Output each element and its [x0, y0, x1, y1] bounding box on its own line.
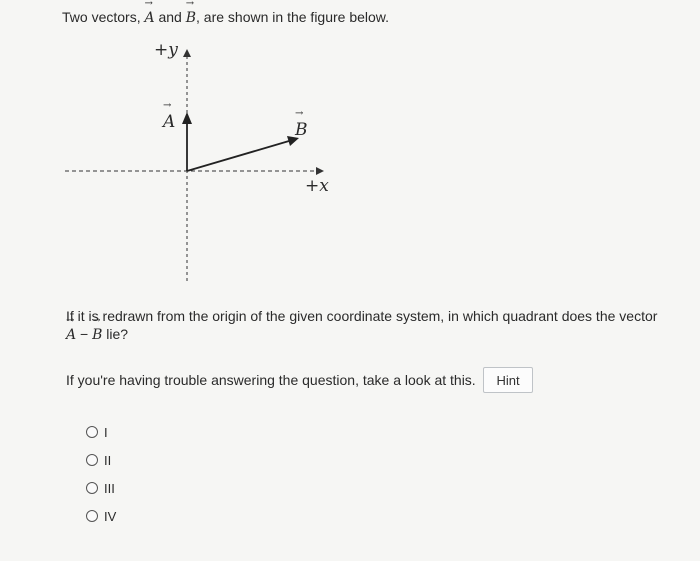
- vector-b-symbol: → B: [186, 10, 196, 26]
- option-i[interactable]: [86, 423, 108, 441]
- option-iii-label: III: [104, 480, 115, 496]
- vector-a-arrowhead: [182, 112, 192, 124]
- option-ii-label: II: [104, 452, 112, 468]
- question-minus: −: [76, 325, 93, 342]
- option-ii[interactable]: [86, 451, 111, 469]
- option-iv[interactable]: [86, 507, 116, 525]
- y-axis-label: +y: [154, 40, 178, 60]
- question-body: If it is redrawn from the origin of the given coordinate system, in which quadrant does the vector: [66, 308, 658, 324]
- vector-b-label: → B: [295, 120, 308, 140]
- intro-middle: and: [154, 9, 186, 25]
- vector-a-label: → A: [163, 112, 175, 132]
- vector-b-arrow: [187, 141, 289, 171]
- hint-prompt: If you're having trouble answering the question, take a look at this.: [66, 372, 476, 388]
- radio-option-i[interactable]: [86, 426, 98, 438]
- vector-figure: [0, 30, 700, 290]
- x-axis-label: +x: [305, 176, 329, 196]
- y-axis-arrowhead: [183, 49, 191, 57]
- x-axis-arrowhead: [316, 167, 324, 175]
- vector-a-symbol: → A: [144, 10, 154, 26]
- intro-suffix: , are shown in the figure below.: [196, 9, 390, 25]
- option-iii[interactable]: [86, 479, 115, 497]
- intro-prefix: Two vectors,: [62, 9, 145, 25]
- radio-option-iii[interactable]: [86, 482, 98, 494]
- question-tail: lie?: [102, 325, 129, 342]
- option-i-label: I: [104, 424, 108, 440]
- intro-text: [62, 9, 389, 26]
- radio-option-ii[interactable]: [86, 454, 98, 466]
- option-iv-label: IV: [104, 508, 117, 524]
- question-text: [66, 308, 676, 344]
- radio-option-iv[interactable]: [86, 510, 98, 522]
- question-vector-a: → A: [66, 327, 76, 345]
- question-vector-b: → B: [92, 327, 102, 345]
- hint-button[interactable]: Hint: [483, 367, 533, 393]
